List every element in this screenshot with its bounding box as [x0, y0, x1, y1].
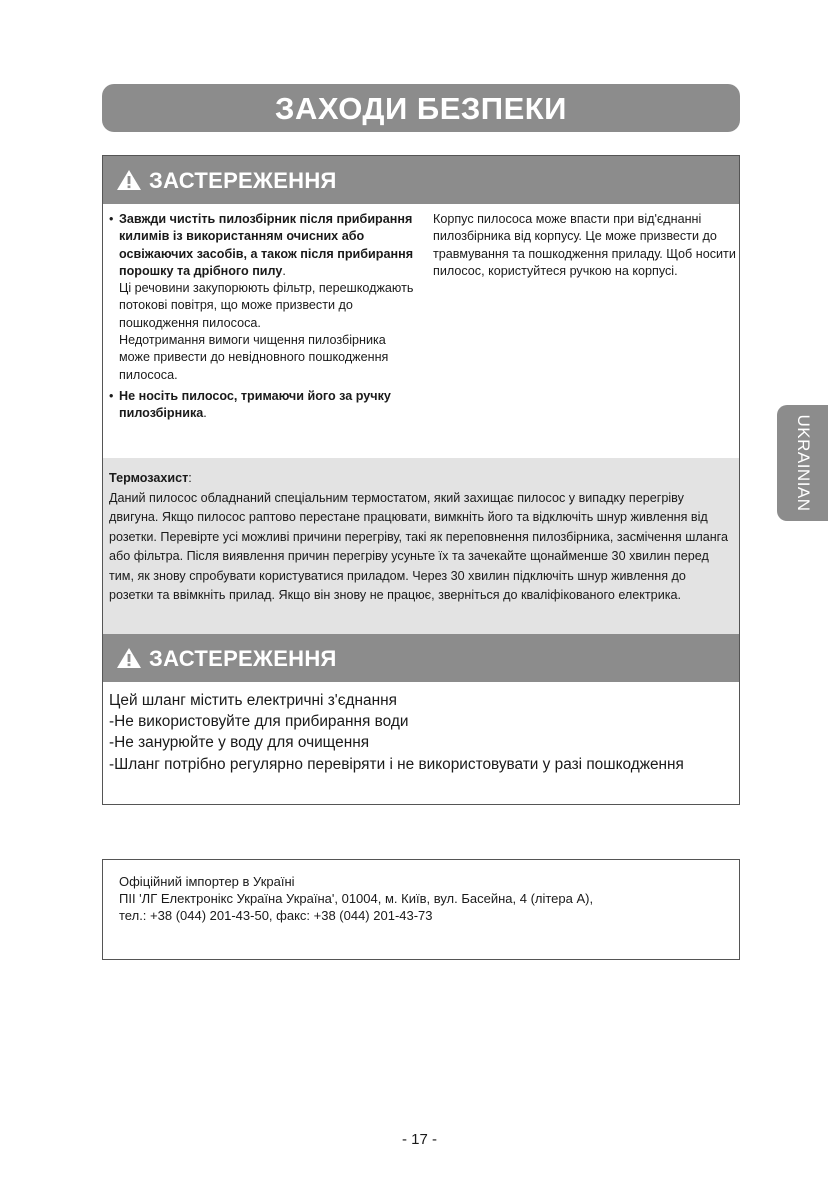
importer-line: Офіційний імпортер в Україні	[119, 874, 295, 889]
warning-box	[102, 155, 740, 805]
thermal-protection-colon: :	[188, 471, 192, 485]
language-tab-label: UKRAINIAN	[793, 414, 813, 512]
thermal-protection-title: Термозахист	[109, 471, 189, 485]
warning-header	[103, 156, 739, 204]
hose-line: Цей шланг містить електричні з'єднання	[109, 692, 397, 709]
bullet-bold-text: Завжди чистіть пилозбірник після прибирання килимів із використанням очисних або освіжаючих засобів, а також після прибирання порошку та дрібного пилу	[119, 212, 414, 278]
bullet-note: Ці речовини закупорюють фільтр, перешкоджають потокові повітря, що може призвести до пошкодження пилососа.	[119, 281, 414, 330]
hose-warning-text	[109, 690, 729, 775]
left-column	[109, 211, 419, 423]
bullet-icon: •	[109, 212, 114, 226]
bullet-bold-text: Не носіть пилосос, тримаючи його за ручку пилозбірника	[119, 388, 391, 421]
warning-header-label: ЗАСТЕРЕЖЕННЯ	[149, 168, 337, 193]
page-title: ЗАХОДИ БЕЗПЕКИ	[102, 84, 740, 132]
bullet-end: .	[282, 263, 286, 278]
hose-line: -Не використовуйте для прибирання води	[109, 713, 409, 731]
warning-header-label: ЗАСТЕРЕЖЕННЯ	[149, 646, 337, 671]
importer-line: ПІІ 'ЛГ Електронікс Україна Україна', 01004, м. Київ, вул. Басейна, 4 (літера А),	[119, 891, 594, 906]
importer-box	[102, 859, 740, 960]
thermal-protection-section	[103, 458, 739, 634]
hose-line: -Шланг потрібно регулярно перевіряти і не використовувати у разі пошкодження	[109, 755, 684, 773]
bullet-end: .	[203, 406, 207, 421]
bullet-item	[109, 388, 419, 423]
warning-triangle-icon	[116, 169, 142, 191]
hose-line: -Не занурюйте у воду для очищення	[109, 734, 370, 752]
warning-header	[103, 634, 739, 682]
thermal-protection-text: Даний пилосос обладнаний спеціальним термостатом, який захищає пилосос у випадку перегріву двигуна. Якщо пилосос раптово перестане працювати, вимкніть його та відключіть шнур живлення від розетки. Перевірте усі можливі причини перегріву, такі як переповнення пилозбірника, засмічення шланга або фільтра. Після виявлення причин перегріву усуньте їх та зачекайте щонайменше 30 хвилин перед тим, як знову спробувати користуватися приладом. Через 30 хвилин підключіть шнур живлення до розетки та ввімкніть прилад. Якщо він знову не працює, зверніться до кваліфікованого електрика.	[109, 490, 728, 602]
warning-triangle-icon	[116, 647, 142, 669]
language-tab	[777, 405, 828, 521]
bullet-item	[109, 211, 419, 384]
page-number: - 17 -	[401, 1131, 437, 1148]
importer-line: тел.: +38 (044) 201-43-50, факс: +38 (044) 201-43-73	[119, 908, 433, 923]
bullet-icon: •	[109, 388, 114, 403]
right-column: Корпус пилососа може впасти при від'єднанні пилозбірника від корпусу. Це може призвести до травмування та пошкодження приладу. Щоб носити пилосос, користуйтеся ручкою на корпусі.	[433, 212, 736, 278]
bullet-note: Недотримання вимоги чищення пилозбірника може привести до невідновного пошкодження пилососа.	[119, 333, 389, 382]
